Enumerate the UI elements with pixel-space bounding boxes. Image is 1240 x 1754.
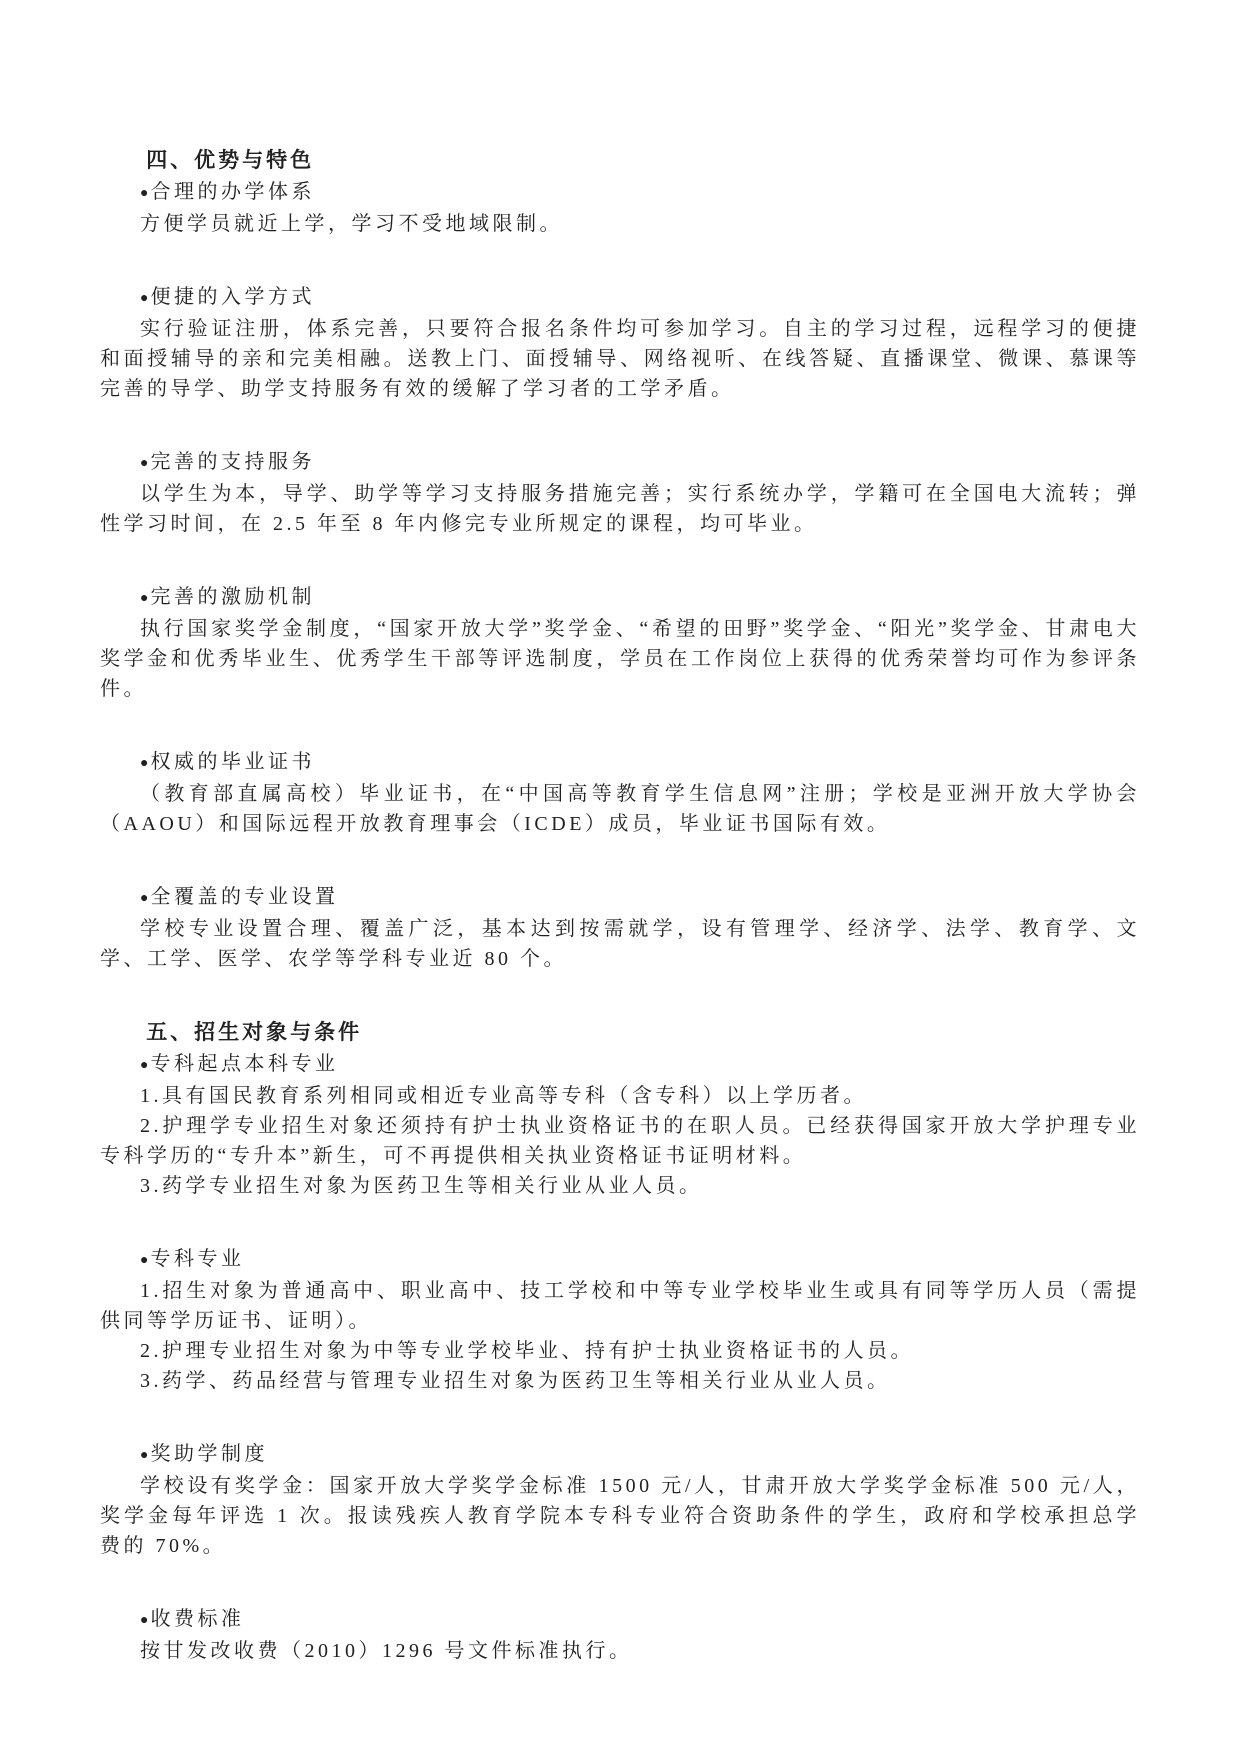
- bullet-section: [100, 1604, 1140, 1666]
- bullet-title: [100, 1604, 1140, 1636]
- paragraph: 3.药学专业招生对象为医药卫生等相关行业从业人员。: [140, 1175, 703, 1197]
- bullet-title-text: 完善的激励机制: [150, 586, 315, 608]
- bullet-title: [100, 177, 1140, 209]
- paragraph: 方便学员就近上学，学习不受地域限制。: [140, 213, 563, 235]
- bullet-icon: ●: [140, 591, 149, 606]
- bullet-title-text: 收费标准: [150, 1608, 245, 1630]
- bullet-icon: ●: [140, 891, 149, 906]
- bullet-icon: ●: [140, 456, 149, 471]
- paragraph: （教育部直属高校）毕业证书，在“中国高等教育学生信息网”注册；学校是亚洲开放大学协会（AAOU）和国际远程开放教育理事会（ICDE）成员，毕业证书国际有效。: [100, 783, 1140, 835]
- bullet-title: [100, 882, 1140, 914]
- paragraph: 以学生为本，导学、助学等学习支持服务措施完善；实行系统办学，学籍可在全国电大流转；弹性学习时间，在 2.5 年至 8 年内修完专业所规定的课程，均可毕业。: [100, 483, 1140, 535]
- paragraph: 3.药学、药品经营与管理专业招生对象为医药卫生等相关行业从业人员。: [140, 1370, 891, 1392]
- paragraph: 2.护理专业招生对象为中等专业学校毕业、持有护士执业资格证书的人员。: [140, 1340, 914, 1362]
- bullet-title: [100, 1244, 1140, 1276]
- bullet-title: [100, 447, 1140, 479]
- bullet-title-text: 完善的支持服务: [150, 451, 315, 473]
- bullet-title-text: 权威的毕业证书: [150, 751, 315, 773]
- paragraph: 执行国家奖学金制度，“国家开放大学”奖学金、“希望的田野”奖学金、“阳光”奖学金、甘肃电大奖学金和优秀毕业生、优秀学生干部等评选制度，学员在工作岗位上获得的优秀荣誉均可作为参评条件。: [100, 618, 1140, 700]
- bullet-title-text: 合理的办学体系: [150, 181, 315, 203]
- paragraph: 1.具有国民教育系列相同或相近专业高等专科（含专科）以上学历者。: [140, 1085, 867, 1107]
- section-heading: 四、优势与特色: [146, 148, 315, 172]
- bullet-title-text: 全覆盖的专业设置: [150, 886, 339, 908]
- bullet-title-text: 专科起点本科专业: [150, 1053, 339, 1075]
- bullet-title-text: 专科专业: [150, 1248, 245, 1270]
- bullet-title-text: 便捷的入学方式: [150, 286, 315, 308]
- section-heading: 五、招生对象与条件: [146, 1020, 363, 1044]
- paragraph: 按甘发改收费（2010）1296 号文件标准执行。: [140, 1640, 633, 1662]
- bullet-section: [100, 447, 1140, 539]
- bullet-icon: ●: [140, 756, 149, 771]
- bullet-section: [100, 747, 1140, 839]
- paragraph: 学校专业设置合理、覆盖广泛，基本达到按需就学，设有管理学、经济学、法学、教育学、文学、工学、医学、农学等学科专业近 80 个。: [100, 918, 1140, 970]
- bullet-section: [100, 1244, 1140, 1396]
- bullet-icon: ●: [140, 1058, 149, 1073]
- bullet-section: [100, 177, 1140, 239]
- paragraph: 1.招生对象为普通高中、职业高中、技工学校和中等专业学校毕业生或具有同等学历人员（需提供同等学历证书、证明）。: [100, 1280, 1140, 1332]
- paragraph: 2.护理学专业招生对象还须持有护士执业资格证书的在职人员。已经获得国家开放大学护理专业专科学历的“专升本”新生，可不再提供相关执业资格证书证明材料。: [100, 1115, 1140, 1167]
- bullet-title: [100, 282, 1140, 314]
- bullet-title: [100, 582, 1140, 614]
- bullet-section: [100, 282, 1140, 404]
- bullet-section: [100, 1049, 1140, 1201]
- bullet-title: [100, 747, 1140, 779]
- paragraph: 实行验证注册，体系完善，只要符合报名条件均可参加学习。自主的学习过程，远程学习的便捷和面授辅导的亲和完美相融。送教上门、面授辅导、网络视听、在线答疑、直播课堂、微课、慕课等完善的导学、助学支持服务有效的缓解了学习者的工学矛盾。: [100, 318, 1140, 400]
- bullet-title: [100, 1049, 1140, 1081]
- bullet-icon: ●: [140, 1613, 149, 1628]
- bullet-section: [100, 1439, 1140, 1561]
- bullet-title-text: 奖助学制度: [150, 1443, 268, 1465]
- bullet-icon: ●: [140, 1448, 149, 1463]
- bullet-icon: ●: [140, 291, 149, 306]
- bullet-icon: ●: [140, 186, 149, 201]
- paragraph: 学校设有奖学金：国家开放大学奖学金标准 1500 元/人，甘肃开放大学奖学金标准 500 元/人，奖学金每年评选 1 次。报读残疾人教育学院本专科专业符合资助条件的学生，政府和学校承担总学费的 70%。: [100, 1475, 1140, 1557]
- bullet-icon: ●: [140, 1253, 149, 1268]
- bullet-title: [100, 1439, 1140, 1471]
- bullet-section: [100, 882, 1140, 974]
- bullet-section: [100, 582, 1140, 704]
